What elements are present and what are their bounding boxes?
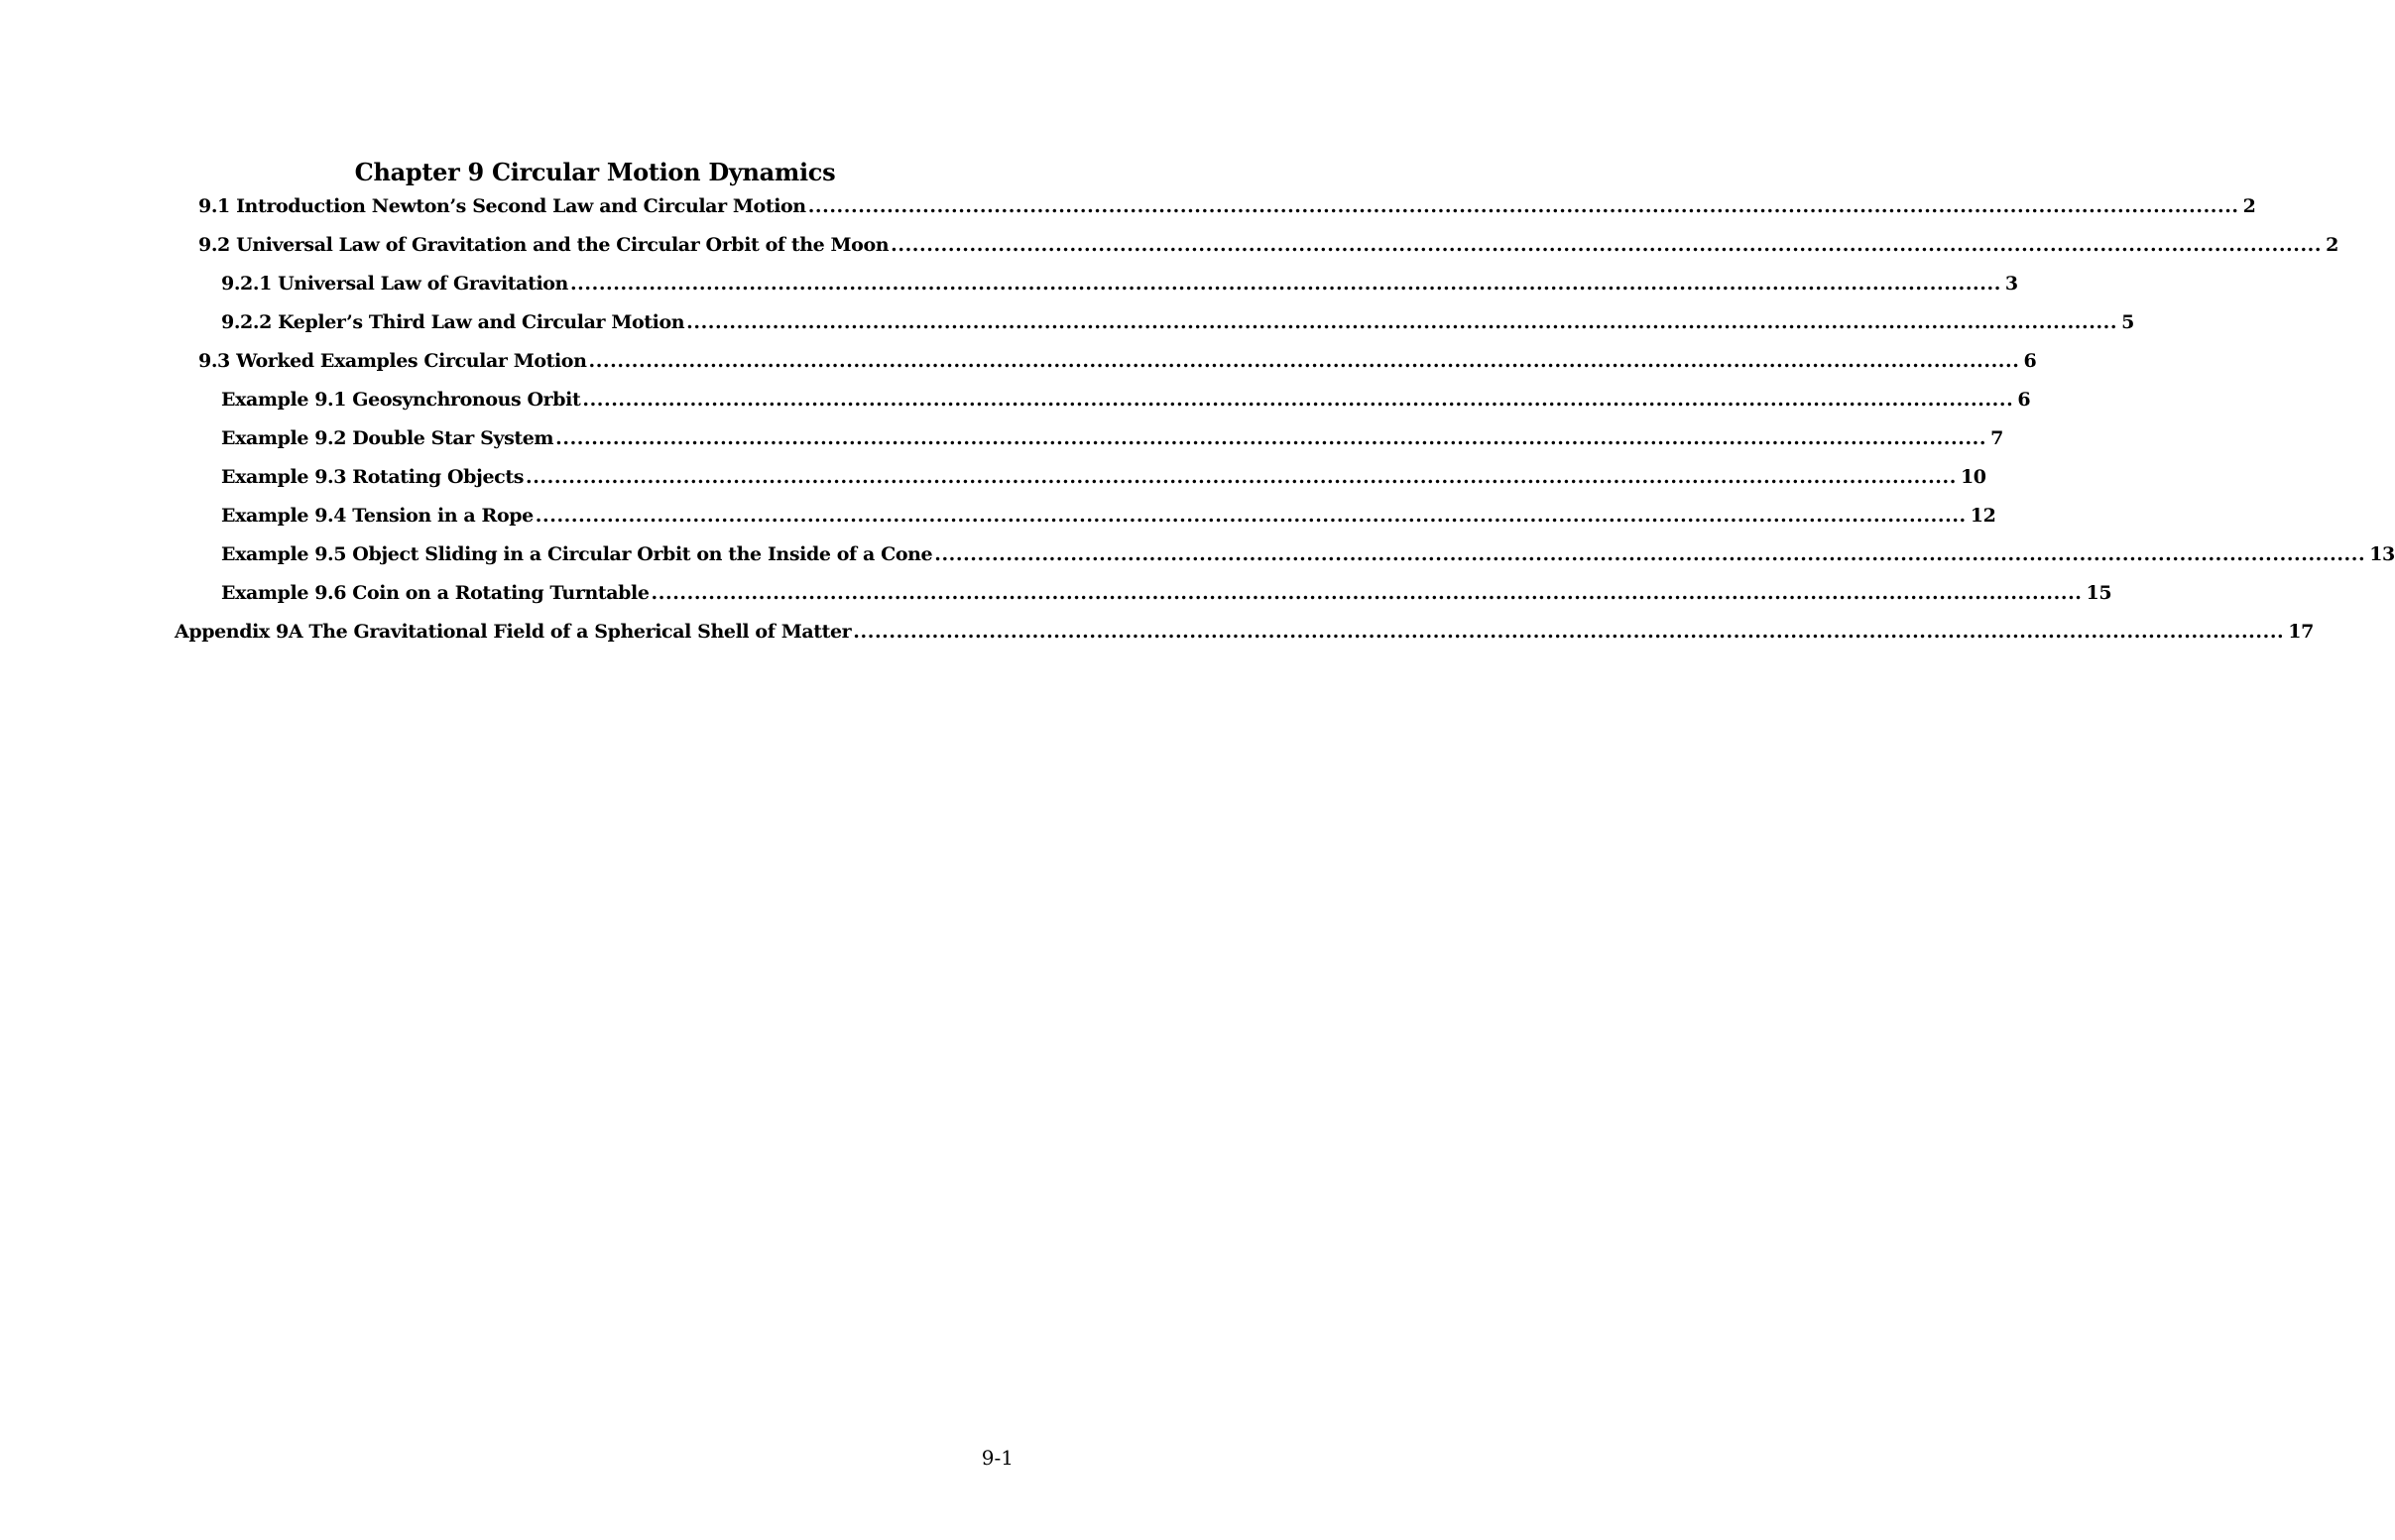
toc-entry-example-9-1[interactable] xyxy=(221,389,2031,422)
toc-leader-dots: ........................................................................................................................................................................................................ xyxy=(588,350,2020,372)
toc-entry-label: Example 9.3 Rotating Objects xyxy=(221,466,524,488)
toc-page-number: 12 xyxy=(1970,505,1996,527)
toc-entry-9-2-2[interactable] xyxy=(221,311,2134,345)
toc-entry-label: 9.3 Worked Examples Circular Motion xyxy=(198,350,587,372)
toc-leader-dots: ........................................................................................................................................................................................................ xyxy=(569,273,2001,295)
toc-entry-9-2[interactable] xyxy=(198,234,2338,268)
toc-page-number: 7 xyxy=(1990,427,2003,449)
toc-leader-dots: ........................................................................................................................................................................................................ xyxy=(535,505,1967,527)
toc-page-number: 17 xyxy=(2288,621,2314,643)
toc-entry-label: Example 9.1 Geosynchronous Orbit xyxy=(221,389,581,411)
toc-page-number: 6 xyxy=(2017,389,2031,411)
toc-leader-dots: ........................................................................................................................................................................................................ xyxy=(686,311,2118,333)
toc-page-number: 10 xyxy=(1960,466,1986,488)
toc-entry-example-9-4[interactable] xyxy=(221,505,1996,538)
toc-page-number: 15 xyxy=(2086,582,2112,604)
toc-entry-label: Example 9.6 Coin on a Rotating Turntable xyxy=(221,582,650,604)
toc-entry-label: 9.2 Universal Law of Gravitation and the Circular Orbit of the Moon xyxy=(198,234,890,256)
toc-page-number: 13 xyxy=(2369,543,2395,565)
toc-leader-dots: ........................................................................................................................................................................................................ xyxy=(526,466,1957,488)
toc-page-number: 3 xyxy=(2004,273,2018,295)
toc-leader-dots: ........................................................................................................................................................................................................ xyxy=(891,234,2323,256)
toc-entry-label: 9.2.1 Universal Law of Gravitation xyxy=(221,273,568,295)
toc-entry-label: 9.2.2 Kepler’s Third Law and Circular Motion xyxy=(221,311,685,333)
toc-page-number: 5 xyxy=(2121,311,2134,333)
toc-leader-dots: ........................................................................................................................................................................................................ xyxy=(651,582,2083,604)
toc-entry-example-9-6[interactable] xyxy=(221,582,2112,616)
page-footer-number: 9-1 xyxy=(981,1446,1014,1470)
toc-page-number: 2 xyxy=(2326,234,2338,256)
toc-leader-dots: ........................................................................................................................................................................................................ xyxy=(934,543,2366,565)
toc-leader-dots: ........................................................................................................................................................................................................ xyxy=(807,195,2239,217)
toc-page-number: 2 xyxy=(2242,195,2256,217)
toc-page-number: 6 xyxy=(2023,350,2037,372)
toc-leader-dots: ........................................................................................................................................................................................................ xyxy=(582,389,2014,411)
toc-entry-9-2-1[interactable] xyxy=(221,273,2018,306)
toc-entry-appendix-9a[interactable] xyxy=(175,621,2314,654)
toc-entry-example-9-3[interactable] xyxy=(221,466,1986,500)
toc-entry-9-3[interactable] xyxy=(198,350,2037,384)
toc-leader-dots: ........................................................................................................................................................................................................ xyxy=(853,621,2285,643)
toc-entry-example-9-2[interactable] xyxy=(221,427,2003,461)
toc-entry-example-9-5[interactable] xyxy=(221,543,2395,577)
toc-entry-label: Appendix 9A The Gravitational Field of a Spherical Shell of Matter xyxy=(175,621,852,643)
toc-leader-dots: ........................................................................................................................................................................................................ xyxy=(555,427,1987,449)
toc-entry-label: Example 9.2 Double Star System xyxy=(221,427,554,449)
toc-entry-label: 9.1 Introduction Newton’s Second Law and Circular Motion xyxy=(198,195,806,217)
toc-entry-label: Example 9.4 Tension in a Rope xyxy=(221,505,534,527)
page-title: Chapter 9 Circular Motion Dynamics xyxy=(354,158,836,187)
toc-entry-9-1[interactable] xyxy=(198,195,2256,229)
toc-entry-label: Example 9.5 Object Sliding in a Circular Orbit on the Inside of a Cone xyxy=(221,543,933,565)
